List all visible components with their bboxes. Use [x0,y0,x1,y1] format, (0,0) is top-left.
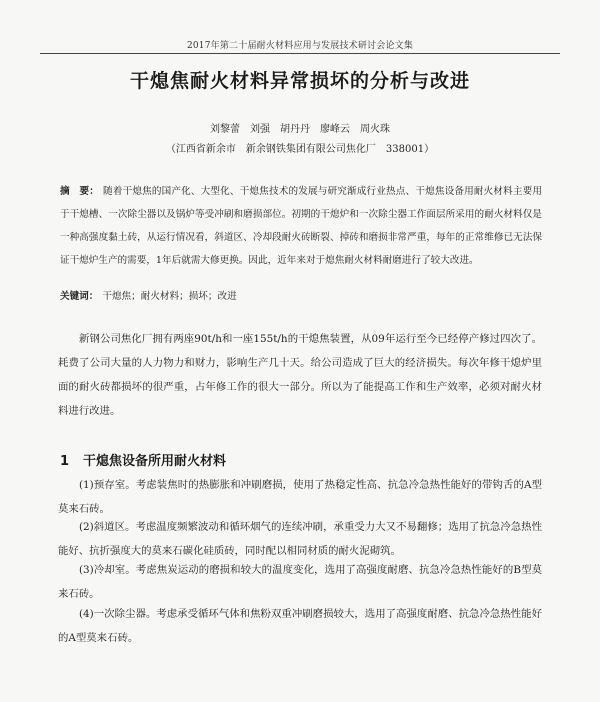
paragraph-slope-zone: (2)斜道区。考虑温度频繁波动和循环烟气的连续冲刷，承重受力大又不易翻修；选用了抗急冷急热性能好、抗折强度大的莫来石碳化硅质砖，同时配以相同材质的耐火泥砌筑。 [58,521,542,557]
paragraph-cooling-chamber: (3)冷却室。考虑焦炭运动的磨损和较大的温度变化，选用了高强度耐磨、抗急冷急热性能好的B型莫来石砖。 [58,564,542,600]
paragraph-primary-dust-collector: (4)一次除尘器。考虑承受循环气体和焦粉双重冲刷磨损较大，选用了高强度耐磨、抗急冷急热性能好的A型莫来石砖。 [58,608,542,644]
author-list: 刘黎蕾 刘强 胡丹丹 廖峰云 周火珠 [210,124,390,135]
keywords-block [60,288,542,302]
keywords-label: 关键词： [60,291,99,302]
section-number: 1 [60,454,70,469]
author-affiliation: （江西省新余市 新余钢铁集团有限公司焦化厂 338001） [165,144,435,155]
abstract-text: 随着干熄焦的国产化、大型化、干熄焦技术的发展与研究渐成行业热点、干熄焦设备用耐火材料主要用于干熄槽、一次除尘器以及锅炉等受冲刷和磨损部位。初期的干熄炉和一次除尘器工作面层所采用的耐火材料仅是一种高强度黏土砖，从运行情况看，斜道区、冷却段耐火砖断裂、掉砖和磨损非常严重，每年的正常维修已无法保证干熄炉生产的需要，1年后就需大修更换。因此，近年来对于熄焦耐火材料耐磨进行了较大改进。 [60,186,543,266]
header-divider [40,53,560,54]
paragraph-preheat-chamber: (1)预存室。考虑装焦时的热膨胀和冲刷磨损，使用了热稳定性高、抗急冷急热性能好的带钩舌的A型莫来石砖。 [58,479,542,515]
section-title: 干熄焦设备所用耐火材料 [83,454,227,469]
intro-paragraph: 新钢公司焦化厂拥有两座90t/h和一座155t/h的干熄焦装置，从09年运行至今已经停产修过四次了。耗费了公司大量的人力物力和财力，影响生产几十天。给公司造成了巨大的经济损失。每次年修干熄炉里面的耐火砖都损坏的很严重，占年修工作的很大一部分。所以为了能提高工作和生产效率，必须对耐火材料进行改进。 [58,333,542,417]
keywords-text: 干熄焦；耐火材料；损坏；改进 [102,291,237,302]
article-title: 干熄焦耐火材料异常损坏的分析与改进 [129,70,470,92]
abstract-block [60,180,542,272]
abstract-label: 摘 要： [60,186,100,197]
running-header: 2017年第二十届耐火材料应用与发展技术研讨会论文集 [186,41,414,51]
section-1-heading [60,450,540,469]
